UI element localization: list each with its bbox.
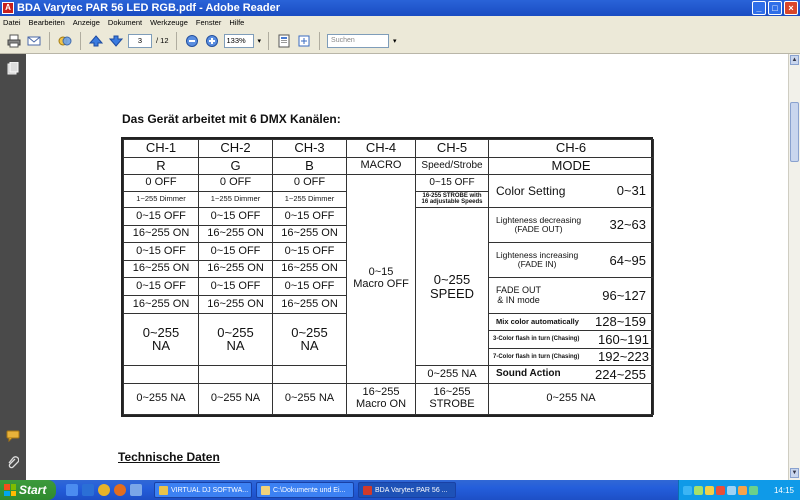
mode-row (489, 175, 654, 208)
table-cell-text: 16 adjustable Speeds (421, 199, 483, 206)
mode-label-line: (FADE OUT) (514, 224, 563, 235)
zoom-dropdown-arrow-icon[interactable]: ▾ (257, 37, 262, 45)
ch5-na-cell: 0~255 NA (416, 366, 489, 384)
table-cell: 0 OFF (124, 175, 199, 192)
ch2-header: CH-2 (199, 140, 273, 158)
mode-range: 64~95 (609, 252, 646, 268)
close-button[interactable]: × (784, 1, 798, 15)
table-cell-text: SPEED (429, 285, 475, 301)
firefox-icon[interactable] (114, 484, 126, 496)
system-tray (678, 480, 800, 500)
mode-row (489, 208, 654, 243)
ch4-macro-on-cell (347, 383, 416, 414)
table-cell: 0~15 OFF (273, 278, 347, 296)
ch4-header: CH-4 (347, 140, 416, 158)
task-label: C:\Dokumente und Ei... (273, 486, 346, 494)
vertical-scrollbar[interactable] (788, 54, 800, 480)
mode-label (496, 251, 578, 269)
menu-bearbeiten[interactable]: Bearbeiten (28, 17, 65, 27)
ch1-header: CH-1 (124, 140, 199, 158)
ch5-speed-cell (416, 208, 489, 366)
mode-label-line: Lighteness decreasing (496, 215, 582, 226)
attachments-icon[interactable] (6, 456, 20, 470)
toolbar-divider (49, 32, 50, 50)
menu-datei[interactable]: Datei (3, 17, 21, 27)
menu-anzeige[interactable]: Anzeige (72, 17, 100, 27)
page-down-icon[interactable] (108, 33, 124, 49)
table-cell (273, 366, 347, 384)
fit-page-icon[interactable] (296, 33, 312, 49)
volume-icon[interactable] (738, 486, 747, 495)
mode-range: 224~255 (595, 366, 646, 382)
table-cell: 0~15 OFF (124, 243, 199, 261)
table-cell: 0~15 OFF (273, 208, 347, 226)
task-label: BDA Varytec PAR 56 ... (375, 486, 448, 494)
zoom-out-icon[interactable] (184, 33, 200, 49)
ch2-last-cell: 0~255 NA (199, 383, 273, 414)
navigation-panel (0, 54, 26, 480)
table-cell-text: Macro OFF (353, 277, 409, 290)
ch5-function: Speed/Strobe (416, 157, 489, 175)
ch5-header: CH-5 (416, 140, 489, 158)
ch6-last-cell: 0~255 NA (489, 383, 654, 414)
ch2-function: G (199, 157, 273, 175)
mode-range: 160~191 (598, 331, 649, 347)
folder-icon (261, 486, 270, 495)
table-cell: 0~15 OFF (124, 208, 199, 226)
taskbar-item-explorer[interactable] (256, 482, 354, 498)
dmx-channel-table (121, 137, 653, 417)
mode-label (496, 286, 541, 305)
clock[interactable]: 14:15 (773, 485, 794, 495)
antivirus-icon[interactable] (716, 486, 725, 495)
ch4-macro-off-cell (347, 175, 416, 384)
network-icon[interactable] (683, 486, 692, 495)
mode-label: Color Setting (496, 183, 566, 198)
zoom-level-select[interactable]: 133% (224, 34, 254, 48)
adobe-reader-icon: A (2, 2, 14, 14)
table-cell-text: Macro ON (355, 397, 407, 410)
tray-app-icon[interactable] (749, 486, 758, 495)
pages-icon[interactable] (6, 62, 20, 76)
table-cell: 16~255 ON (124, 296, 199, 314)
mode-range: 0~31 (616, 183, 646, 199)
menu-dokument[interactable]: Dokument (107, 17, 143, 27)
table-cell: 16~255 ON (124, 225, 199, 243)
ie-icon[interactable] (82, 484, 94, 496)
table-cell: 0~15 OFF (273, 243, 347, 261)
start-label: Start (19, 483, 47, 497)
mode-row (489, 313, 654, 331)
ch1-function: R (124, 157, 199, 175)
mode-row (489, 348, 654, 366)
table-cell: 0~15 OFF (199, 278, 273, 296)
table-cell-text: 0~255 (291, 324, 328, 340)
mode-label-line: & IN mode (497, 294, 540, 305)
ch5-strobe-cell (416, 191, 489, 208)
toolbar-divider (80, 32, 81, 50)
table-cell: 16~255 ON (199, 296, 273, 314)
tray-app-icon[interactable] (705, 486, 714, 495)
table-cell: 16~255 ON (199, 225, 273, 243)
page-number-input[interactable]: 3 (128, 34, 152, 48)
table-cell: 0 OFF (273, 175, 347, 192)
table-cell-text: 16~255 (433, 386, 471, 399)
ch2-na-cell (199, 313, 273, 366)
table-cell-text: 16-255 STROBE with (422, 193, 482, 200)
mode-label: 7-Color flash in turn (Chasing) (493, 353, 580, 360)
media-icon[interactable] (130, 484, 142, 496)
ch5-strobe-last-cell (416, 383, 489, 414)
page-total: / 12 (156, 36, 169, 45)
ch3-header: CH-3 (273, 140, 347, 158)
show-desktop-icon[interactable] (66, 484, 78, 496)
section-heading: Das Gerät arbeitet mit 6 DMX Kanälen: (122, 112, 341, 126)
ch6-function: MODE (489, 157, 654, 175)
table-cell: 1~255 Dimmer (124, 191, 199, 208)
page-up-icon[interactable] (88, 33, 104, 49)
windows-logo-icon (4, 484, 16, 496)
menu-fenster[interactable]: Fenster (195, 17, 222, 27)
table-cell-text: 0~255 (142, 324, 180, 340)
taskbar (0, 480, 800, 500)
table-cell: 16~255 ON (124, 260, 199, 278)
ch1-na-cell (124, 313, 199, 366)
table-cell: 16~255 ON (199, 260, 273, 278)
scroll-up-icon[interactable]: ▲ (791, 57, 798, 63)
collaborate-icon[interactable] (57, 33, 73, 49)
table-cell (124, 366, 199, 384)
mode-row (489, 366, 654, 384)
table-cell-text: STROBE (429, 397, 475, 410)
mode-label (496, 216, 581, 234)
toolbar-divider (268, 32, 269, 50)
table-cell: 1~255 Dimmer (273, 191, 347, 208)
zoom-in-icon[interactable] (204, 33, 220, 49)
table-cell-text: NA (300, 338, 319, 354)
table-cell: 16~255 ON (273, 260, 347, 278)
ch5-off-cell: 0~15 OFF (416, 175, 489, 192)
table-cell-text: 0~15 (368, 266, 394, 279)
table-cell-text: 0~255 (433, 272, 471, 288)
table-cell: 1~255 Dimmer (199, 191, 273, 208)
mode-range: 96~127 (602, 287, 646, 303)
ch6-header: CH-6 (489, 140, 654, 158)
mode-label: 3-Color flash in turn (Chasing) (493, 336, 580, 343)
mode-label-line: Lighteness increasing (496, 250, 579, 261)
ch3-last-cell: 0~255 NA (273, 383, 347, 414)
save-copy-icon[interactable] (276, 33, 292, 49)
chrome-icon[interactable] (98, 484, 110, 496)
toolbar (0, 28, 800, 54)
taskbar-item-virtual-dj[interactable] (154, 482, 252, 498)
mode-label-line: (FADE IN) (517, 259, 557, 270)
mode-row (489, 243, 654, 278)
toolbar-divider (176, 32, 177, 50)
ch4-function: MACRO (347, 157, 416, 175)
mode-range: 32~63 (609, 217, 646, 233)
mode-range: 192~223 (598, 349, 649, 365)
print-icon[interactable] (6, 33, 22, 49)
table-cell: 0~15 OFF (199, 243, 273, 261)
adobe-reader-icon (363, 486, 372, 495)
window-title-bar[interactable] (0, 0, 800, 16)
mode-row (489, 278, 654, 313)
mode-label: Mix color automatically (496, 316, 579, 326)
tray-app-icon[interactable] (727, 486, 736, 495)
ch3-na-cell (273, 313, 347, 366)
mode-label: Sound Action (496, 368, 561, 380)
task-label: VIRTUAL DJ SOFTWA... (171, 486, 249, 494)
table-cell-text: 0~255 (217, 324, 254, 340)
search-dropdown-arrow-icon[interactable]: ▾ (393, 37, 397, 45)
mode-label-line: FADE OUT (496, 285, 542, 296)
scrollbar-thumb[interactable] (790, 102, 799, 162)
table-cell-text: NA (226, 338, 245, 354)
minimize-button[interactable]: _ (752, 1, 766, 15)
table-cell: 16~255 ON (273, 296, 347, 314)
tray-app-icon[interactable] (694, 486, 703, 495)
table-cell (199, 366, 273, 384)
ch1-last-cell: 0~255 NA (124, 383, 199, 414)
mode-range: 128~159 (595, 314, 646, 330)
table-cell-text: 16~255 (362, 386, 400, 399)
mode-row (489, 331, 654, 349)
menu-hilfe[interactable]: Hilfe (229, 17, 245, 27)
menu-werkzeuge[interactable]: Werkzeuge (150, 17, 188, 27)
search-input[interactable]: Suchen (327, 34, 389, 48)
taskbar-item-adobe-reader[interactable] (358, 482, 456, 498)
table-cell: 16~255 ON (273, 225, 347, 243)
maximize-button[interactable]: □ (768, 1, 782, 15)
chrome-icon (159, 486, 168, 495)
start-button[interactable] (0, 480, 56, 500)
menu-bar (0, 16, 800, 28)
tech-data-heading: Technische Daten (118, 450, 220, 464)
ch3-function: B (273, 157, 347, 175)
table-cell: 0~15 OFF (124, 278, 199, 296)
table-cell: 0~15 OFF (199, 208, 273, 226)
email-icon[interactable] (26, 33, 42, 49)
table-cell-text: NA (151, 338, 171, 354)
table-cell: 0 OFF (199, 175, 273, 192)
comments-icon[interactable] (6, 430, 20, 444)
toolbar-divider (319, 32, 320, 50)
window-title: BDA Varytec PAR 56 LED RGB.pdf - Adobe Reader (17, 2, 281, 14)
scroll-down-icon[interactable]: ▼ (791, 470, 798, 476)
